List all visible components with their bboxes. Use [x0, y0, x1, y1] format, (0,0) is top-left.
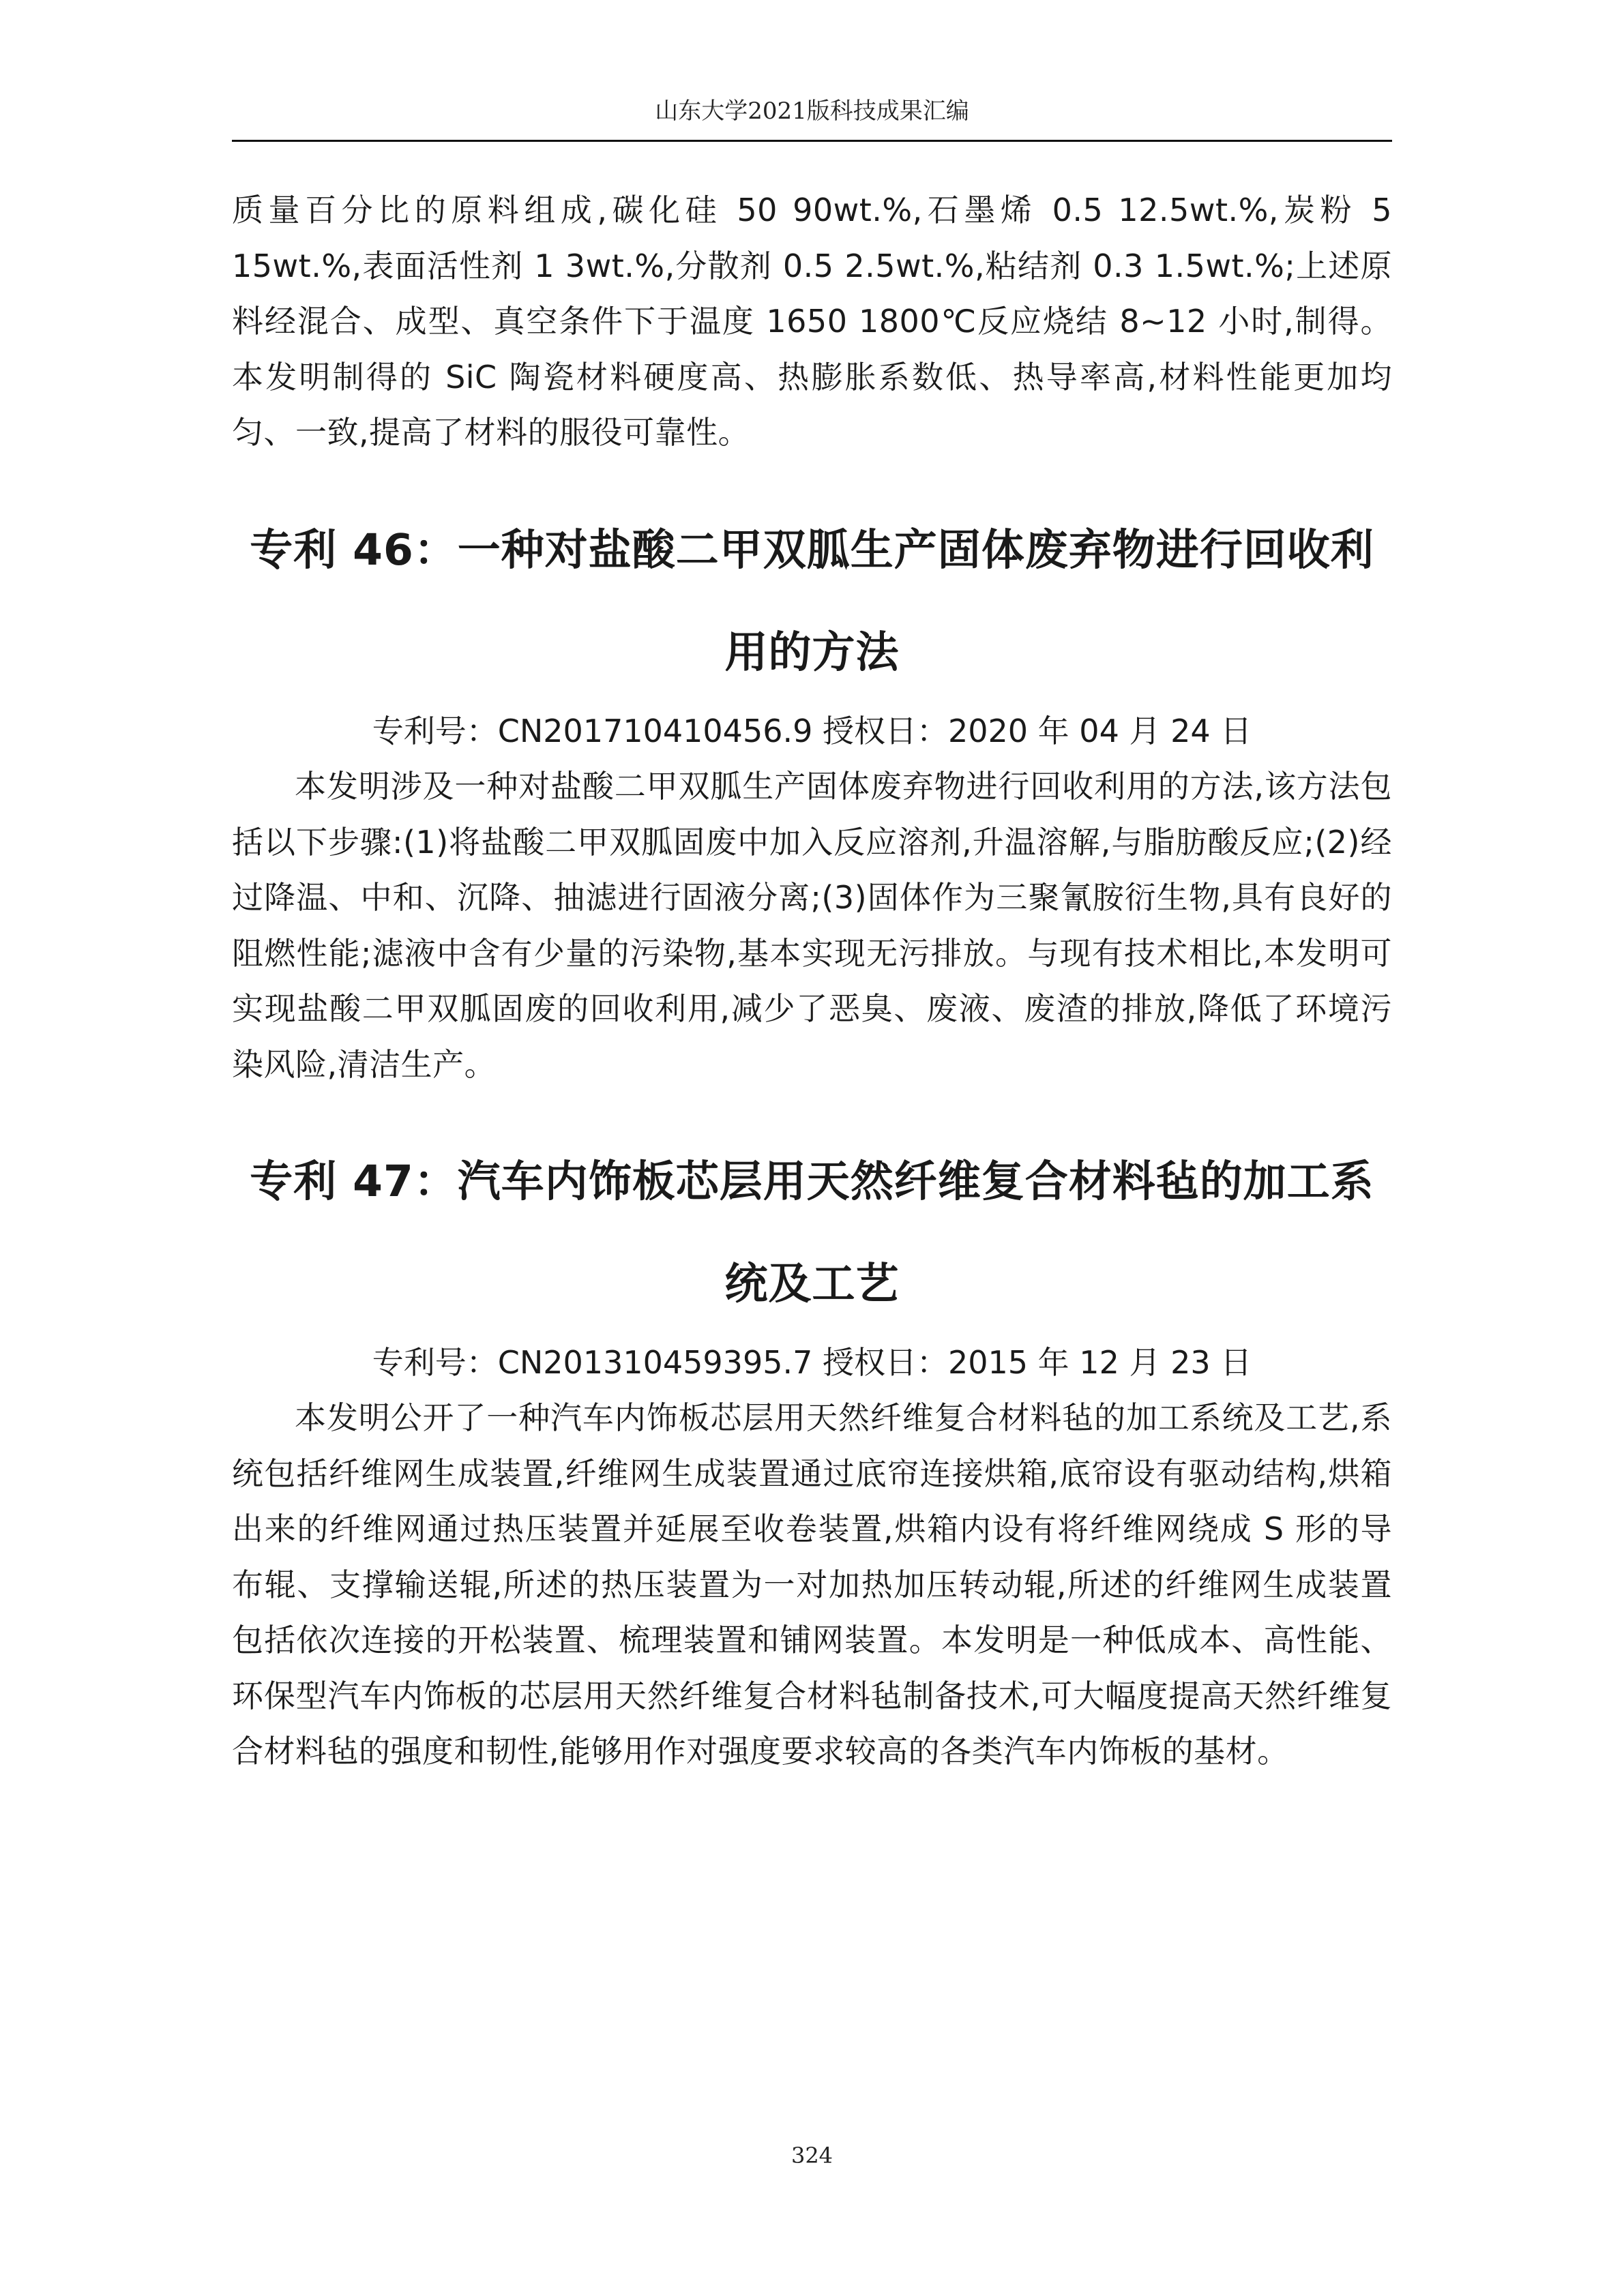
page-number: 324: [791, 2143, 833, 2168]
patent-47-title: 专利 47：汽车内饰板芯层用天然纤维复合材料毡的加工系统及工艺: [250, 1157, 1374, 1309]
patent-47-abstract: 本发明公开了一种汽车内饰板芯层用天然纤维复合材料毡的加工系统及工艺,系统包括纤维网生成装置,纤维网生成装置通过底帘连接烘箱,底帘设有驱动结构,烘箱出来的纤维网通过热压装置并延展至收卷装置,烘箱内设有将纤维网绕成 S 形的导布辊、支撑输送辊,所述的热压装置为一对加热加压转动辊,所述的纤维网生成装置包括依次连接的开松装置、梳理装置和铺网装置。本发明是一种低成本、高性能、环保型汽车内饰板的芯层用天然纤维复合材料毡制备技术,可大幅度提高天然纤维复合材料毡的强度和韧性,能够用作对强度要求较高的各类汽车内饰板的基材。: [232, 1399, 1392, 1770]
patent-47-meta: 专利号：CN201310459395.7 授权日：2015 年 12 月 23 日: [372, 1344, 1252, 1381]
running-header: 山东大学2021版科技成果汇编: [655, 98, 969, 125]
header-divider: [232, 140, 1392, 142]
patent-46-abstract: 本发明涉及一种对盐酸二甲双胍生产固体废弃物进行回收利用的方法,该方法包括以下步骤:(1)将盐酸二甲双胍固废中加入反应溶剂,升温溶解,与脂肪酸反应;(2)经过降温、中和、沉降、抽滤进行固液分离;(3)固体作为三聚氰胺衍生物,具有良好的阻燃性能;滤液中含有少量的污染物,基本实现无污排放。与现有技术相比,本发明可实现盐酸二甲双胍固废的回收利用,减少了恶臭、废液、废渣的排放,降低了环境污染风险,清洁生产。: [232, 768, 1392, 1083]
patent-46-title: 专利 46：一种对盐酸二甲双胍生产固体废弃物进行回收利用的方法: [250, 525, 1374, 677]
patent-46-meta: 专利号：CN201710410456.9 授权日：2020 年 04 月 24 日: [372, 713, 1252, 749]
continuation-paragraph: 质量百分比的原料组成,碳化硅 50 90wt.%,石墨烯 0.5 12.5wt.%,炭粉 5 15wt.%,表面活性剂 1 3wt.%,分散剂 0.5 2.5wt.%,粘结剂 0.3 1.5wt.%;上述原料经混合、成型、真空条件下于温度 1650 1800℃反应烧结 8~12 小时,制得。本发明制得的 SiC 陶瓷材料硬度高、热膨胀系数低、热导率高,材料性能更加均匀、一致,提高了材料的服役可靠性。: [232, 192, 1392, 451]
